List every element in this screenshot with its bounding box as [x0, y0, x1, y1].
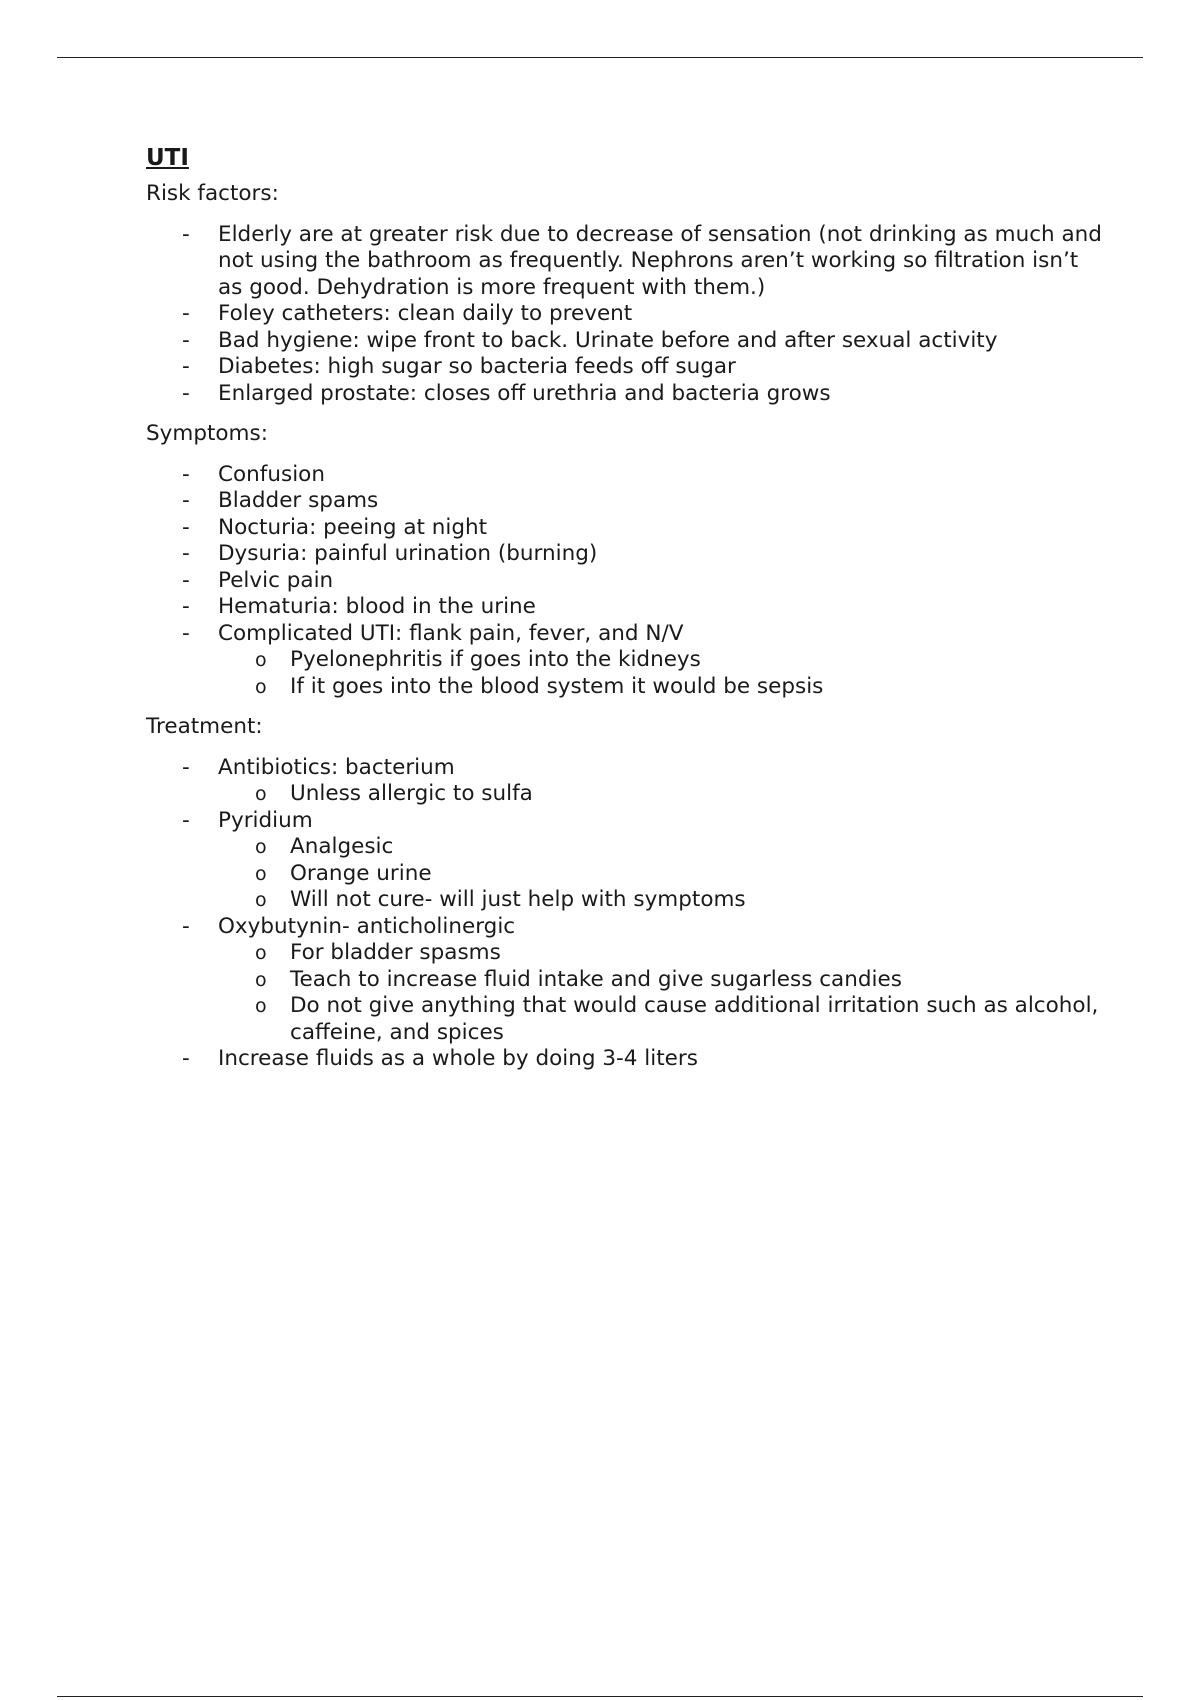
dash-bullet-icon: - — [182, 594, 190, 619]
sub-list-item-text: Will not cure- will just help with symptoms — [290, 887, 746, 912]
sub-list-item-text: Do not give anything that would cause additional irritation such as alcohol, caffeine, and spices — [290, 993, 1099, 1045]
bullet-list — [146, 222, 1106, 408]
sub-list-item-text: Pyelonephritis if goes into the kidneys — [290, 647, 701, 672]
dash-bullet-icon: - — [182, 541, 190, 566]
circle-bullet-icon: o — [255, 942, 267, 964]
list-item-text: Increase fluids as a whole by doing 3-4 liters — [218, 1046, 698, 1071]
sub-list-item — [218, 861, 1106, 888]
sub-list-item-text: If it goes into the blood system it would be sepsis — [290, 673, 824, 699]
list-item-text: Antibiotics: bacterium — [218, 754, 455, 780]
circle-bullet-icon: o — [255, 889, 267, 911]
sub-list-item — [218, 887, 1106, 914]
list-item-text: Bladder spams — [218, 488, 379, 513]
dash-bullet-icon: - — [182, 354, 190, 379]
dash-bullet-icon: - — [182, 514, 190, 540]
sub-list-item-text: Teach to increase fluid intake and give sugarless candies — [290, 966, 902, 992]
list-item-text: Oxybutynin- anticholinergic — [218, 913, 516, 939]
list-item — [146, 621, 1106, 701]
footer-rule — [57, 1696, 1143, 1697]
list-item — [146, 808, 1106, 914]
list-item — [146, 594, 1106, 621]
sub-list-item-text: Analgesic — [290, 834, 394, 859]
sub-list-item — [218, 674, 1106, 701]
sub-list-item — [218, 940, 1106, 967]
sub-list-item-text: Orange urine — [290, 860, 432, 886]
list-item-text: Complicated UTI: flank pain, fever, and N/V — [218, 620, 684, 646]
sub-list-item — [218, 834, 1106, 861]
list-item — [146, 462, 1106, 489]
sub-bullet-list — [218, 834, 1106, 914]
list-item — [146, 328, 1106, 355]
list-item — [146, 568, 1106, 595]
dash-bullet-icon: - — [182, 567, 190, 593]
list-item-text: Elderly are at greater risk due to decrease of sensation (not drinking as much and not using the bathroom as frequently. Nephrons aren’t working so filtration isn’t as good. Dehydration is more frequent with them.) — [218, 221, 1102, 300]
dash-bullet-icon: - — [182, 488, 190, 513]
dash-bullet-icon: - — [182, 620, 190, 646]
section-heading: Treatment: — [146, 714, 263, 739]
list-item-text: Confusion — [218, 461, 325, 487]
sub-list-item — [218, 993, 1106, 1046]
sub-bullet-list — [218, 781, 1106, 808]
list-item — [146, 755, 1106, 808]
dash-bullet-icon: - — [182, 754, 190, 780]
sub-list-item — [218, 967, 1106, 994]
sub-bullet-list — [218, 940, 1106, 1046]
header-rule — [57, 57, 1143, 58]
list-item — [146, 541, 1106, 568]
circle-bullet-icon: o — [255, 968, 267, 991]
list-item — [146, 301, 1106, 328]
sub-list-item — [218, 781, 1106, 808]
list-item — [146, 1046, 1106, 1073]
dash-bullet-icon: - — [182, 913, 190, 939]
list-item-text: Bad hygiene: wipe front to back. Urinate before and after sexual activity — [218, 327, 998, 353]
dash-bullet-icon: - — [182, 301, 190, 326]
circle-bullet-icon: o — [255, 862, 267, 885]
sections-container — [146, 181, 1106, 1073]
list-item — [146, 222, 1106, 302]
list-item-text: Nocturia: peeing at night — [218, 514, 488, 540]
document-body — [146, 143, 1106, 1087]
list-item-text: Diabetes: high sugar so bacteria feeds off sugar — [218, 354, 736, 379]
circle-bullet-icon: o — [255, 649, 267, 671]
sub-list-item — [218, 647, 1106, 674]
sub-list-item-text: Unless allergic to sulfa — [290, 781, 533, 806]
list-item — [146, 354, 1106, 381]
bullet-list — [146, 755, 1106, 1073]
list-item-text: Pelvic pain — [218, 567, 334, 593]
dash-bullet-icon: - — [182, 221, 190, 247]
circle-bullet-icon: o — [255, 783, 267, 805]
list-item-text: Dysuria: painful urination (burning) — [218, 541, 598, 566]
circle-bullet-icon: o — [255, 675, 267, 698]
list-item-text: Pyridium — [218, 807, 313, 833]
dash-bullet-icon: - — [182, 1046, 190, 1071]
list-item — [146, 488, 1106, 515]
list-item-text: Hematuria: blood in the urine — [218, 594, 536, 619]
sub-bullet-list — [218, 647, 1106, 700]
list-item — [146, 914, 1106, 1047]
dash-bullet-icon: - — [182, 807, 190, 833]
circle-bullet-icon: o — [255, 836, 267, 858]
list-item-text: Foley catheters: clean daily to prevent — [218, 301, 633, 326]
list-item-text: Enlarged prostate: closes off urethria and bacteria grows — [218, 380, 831, 406]
bullet-list — [146, 462, 1106, 701]
section-heading: Risk factors: — [146, 181, 279, 206]
document-title: UTI — [146, 145, 189, 171]
circle-bullet-icon: o — [255, 995, 267, 1017]
dash-bullet-icon: - — [182, 461, 190, 487]
dash-bullet-icon: - — [182, 327, 190, 353]
list-item — [146, 381, 1106, 408]
sub-list-item-text: For bladder spasms — [290, 940, 501, 965]
list-item — [146, 515, 1106, 542]
section-heading: Symptoms: — [146, 421, 268, 446]
dash-bullet-icon: - — [182, 380, 190, 406]
